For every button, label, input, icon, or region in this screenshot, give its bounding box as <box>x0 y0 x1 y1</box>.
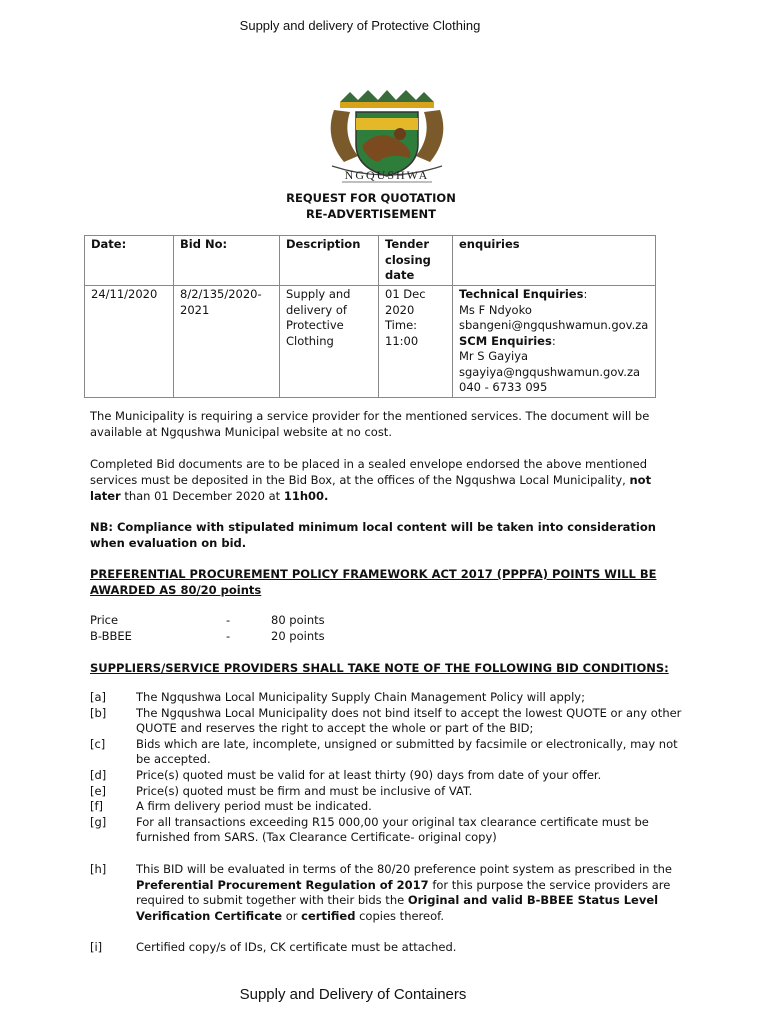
header-bid-no: Bid No: <box>174 236 280 286</box>
submission-paragraph <box>90 456 680 504</box>
table-header-row <box>85 236 656 286</box>
submission-deadline-emphasis: not later <box>90 473 652 503</box>
list-item: [c] Bids which are late, incomplete, unsigned or submitted by facsimile or electronically, may not be accepted. <box>90 736 678 767</box>
logo-text: NGQUSHWA <box>344 168 430 182</box>
submission-text-c: than 01 December 2020 at <box>124 489 281 503</box>
page-header: Supply and delivery of Protective Clothing <box>239 18 481 33</box>
list-item: [a] The Ngqushwa Local Municipality Supply Chain Management Policy will apply; <box>90 690 585 704</box>
submission-time: 11h00. <box>283 489 329 503</box>
cell-bid-no: 8/2/135/2020-2021 <box>174 286 280 398</box>
nb-notice: NB: Compliance with stipulated minimum local content will be taken into consideration when evaluation on bid. <box>90 520 656 550</box>
technical-enquiries-label: Technical Enquiries <box>459 287 584 301</box>
header-closing-date: Tender closing date <box>379 236 453 286</box>
header-enquiries: enquiries <box>453 236 656 286</box>
list-item: [b] The Ngqushwa Local Municipality does not bind itself to accept the lowest QUOTE or any other QUOTE and reserves the right to accept the whole or part of the BID; <box>90 705 682 736</box>
scm-enquiries-label: SCM Enquiries <box>459 333 552 348</box>
list-item: [e] Price(s) quoted must be firm and must be inclusive of VAT. <box>90 783 473 798</box>
cell-date: 24/11/2020 <box>85 286 174 398</box>
bid-conditions-list <box>90 690 682 956</box>
list-item: [i] Certified copy/s of IDs, CK certificate must be attached. <box>90 940 457 955</box>
municipal-crest-logo <box>318 88 456 188</box>
list-item: [f] A firm delivery period must be indicated. <box>90 799 372 814</box>
cell-description: Supply and delivery of Protective Clothing <box>280 286 379 398</box>
header-date: Date: <box>85 236 174 286</box>
scm-contact-email: sgayiya@ngqushwamun.gov.za <box>459 364 641 379</box>
points-label: Price <box>90 613 119 627</box>
submission-text-a: Completed Bid documents are to be placed in a sealed envelope endorsed the above mentioned services must be deposited in the Bid Box, at the offices of the Ngqushwa Local Municipality, <box>90 457 648 487</box>
scm-contact-name: Mr S Gayiya <box>459 349 529 363</box>
cell-enquiries: Technical Enquiries: Ms F Ndyoko sbangeni@ngqushwamun.gov.za SCM Enquiries: Mr S Gayiya sgayiya@ngqushwamun.gov.za 040 - 6733 095 <box>453 286 656 398</box>
bid-details-table <box>84 235 656 398</box>
list-item: [d] Price(s) quoted must be valid for at least thirty (90) days from date of your offer. <box>90 767 602 782</box>
cell-closing <box>379 286 453 398</box>
points-value: 20 points <box>271 629 325 643</box>
conditions-heading: SUPPLIERS/SERVICE PROVIDERS SHALL TAKE NOTE OF THE FOLLOWING BID CONDITIONS: <box>90 661 669 675</box>
closing-date: 01 Dec 2020 <box>385 287 426 317</box>
pppfa-heading: PREFERENTIAL PROCUREMENT POLICY FRAMEWORK ACT 2017 (PPPFA) POINTS WILL BE AWARDED AS 80/20 points <box>90 567 657 597</box>
intro-paragraph: The Municipality is requiring a service provider for the mentioned services. The document will be available at Ngqushwa Municipal website at no cost. <box>90 409 650 439</box>
list-item: [h] This BID will be evaluated in terms of the 80/20 preference point system as prescribed in the Preferential Procurement Regulation of 2017 for this purpose the service providers are required to submit together with their bids the Original and valid B-BBEE Status Level Verification Certificate or certified copies thereof. <box>90 861 672 923</box>
points-dash: - <box>226 613 231 627</box>
points-value: 80 points <box>271 613 325 627</box>
document-subtitle: RE-ADVERTISEMENT <box>305 207 437 221</box>
points-dash: - <box>226 629 231 643</box>
scm-contact-phone: 040 - 6733 095 <box>459 380 548 394</box>
header-description: Description <box>280 236 379 286</box>
closing-time: Time: 11:00 <box>385 318 419 348</box>
page-footer: Supply and Delivery of Containers <box>239 986 467 1003</box>
list-item: [g] For all transactions exceeding R15 000,00 your original tax clearance certificate must be furnished from SARS. (Tax Clearance Certificate- original copy) <box>90 814 649 845</box>
points-label: B-BBEE <box>90 629 132 643</box>
title-block <box>0 190 742 222</box>
technical-contact-name: Ms F Ndyoko <box>459 302 532 317</box>
table-row <box>85 286 656 398</box>
document-title: REQUEST FOR QUOTATION <box>286 191 456 205</box>
technical-contact-email: sbangeni@ngqushwamun.gov.za <box>459 318 649 332</box>
